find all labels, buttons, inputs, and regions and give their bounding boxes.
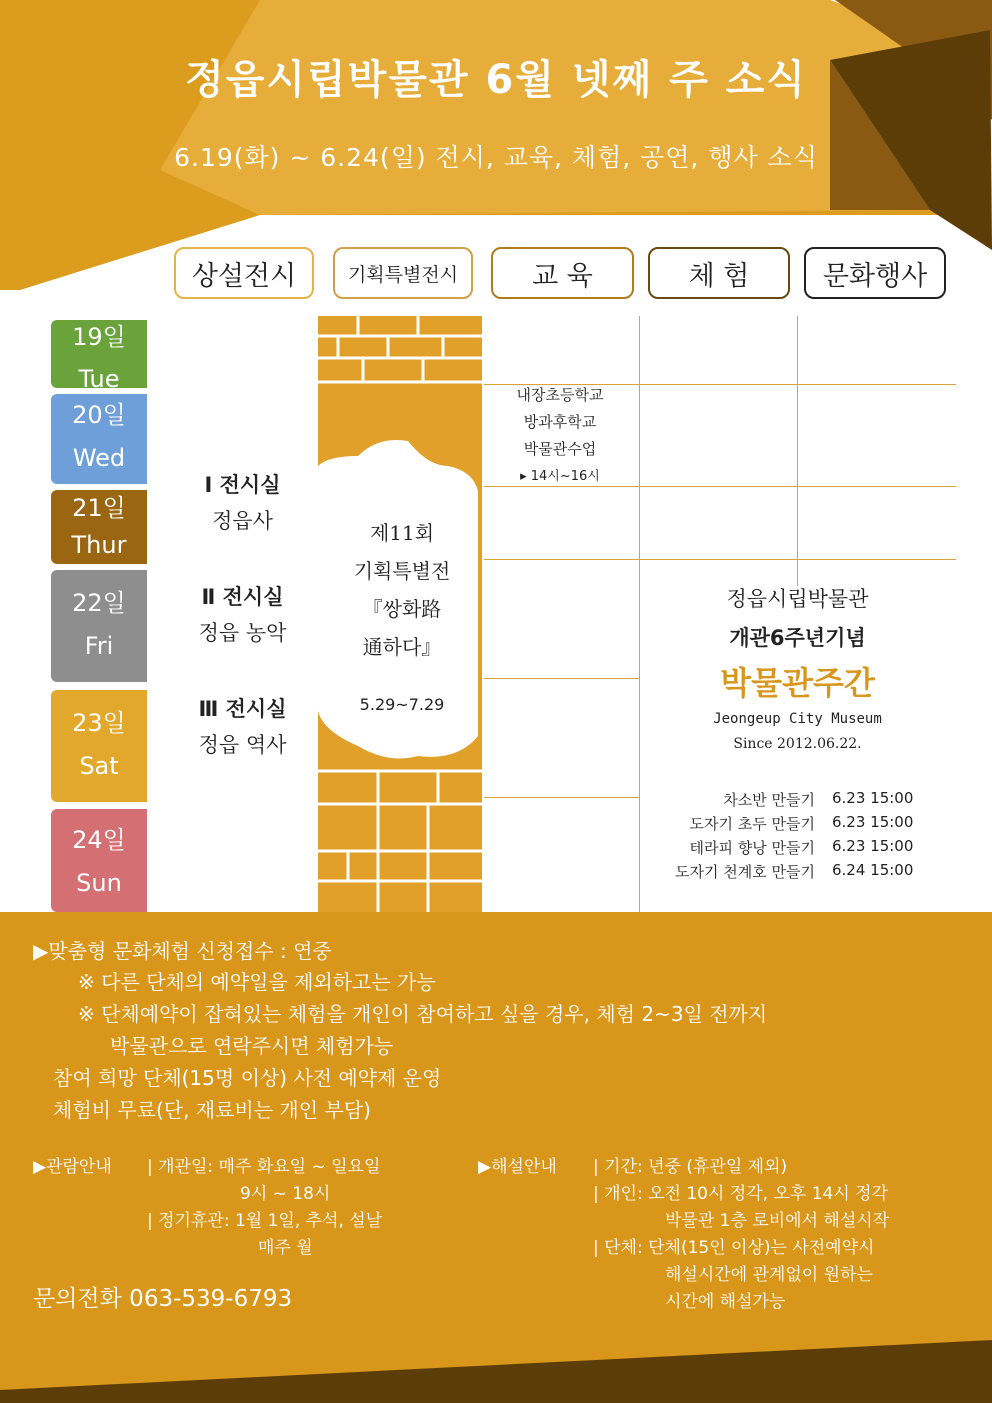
day-date: 23일: [72, 709, 126, 737]
visit-label: ▶관람안내: [33, 1157, 112, 1177]
program-time: 6.24 15:00: [832, 861, 914, 879]
day-weekday: Sat: [79, 752, 119, 780]
day-weekday: Tue: [78, 365, 120, 393]
special-exhibit-title: [322, 514, 482, 666]
guide-individual: | 개인: 오전 10시 정각, 오후 14시 정각: [593, 1184, 889, 1204]
grid-line: [484, 797, 639, 798]
grid-line: [484, 678, 639, 679]
room-desc: 정읍 농악: [198, 621, 287, 645]
program-time: 6.23 15:00: [832, 837, 914, 855]
day-weekday: Wed: [72, 444, 126, 472]
room-name: Ⅰ 전시실: [204, 473, 281, 497]
page-title: 정읍시립박물관 6월 넷째 주 소식: [185, 57, 807, 103]
special-exhibit-line: 『쌍화路: [362, 597, 442, 621]
day-date: 24일: [72, 826, 126, 854]
day-weekday: Fri: [84, 632, 114, 660]
guide-group-detail: 시간에 해설가능: [665, 1292, 786, 1312]
room-desc: 정읍 역사: [198, 733, 287, 757]
notice-line: 박물관으로 연락주시면 체험가능: [110, 1034, 394, 1058]
room-desc: 정읍사: [212, 509, 273, 533]
event-since: Since 2012.06.22.: [733, 736, 862, 752]
tab-cultural-event: [804, 247, 946, 299]
education-line: 방과후학교: [523, 413, 597, 431]
grid-line: [639, 316, 640, 914]
room-2: [170, 579, 315, 651]
open-hours: 9시 ~ 18시: [240, 1184, 331, 1204]
education-line: 내장초등학교: [516, 386, 604, 404]
day-sun: [51, 809, 147, 912]
notice-line: 체험비 무료(단, 재료비는 개인 부담): [53, 1098, 371, 1122]
tab-label: 교 육: [532, 260, 593, 292]
tab-special-exhibit: [333, 247, 473, 299]
program-time: 6.23 15:00: [832, 789, 914, 807]
notice-line: ▶맞춤형 문화체험 신청접수 : 연중: [33, 939, 332, 963]
room-3: [170, 691, 315, 763]
open-days: | 개관일: 매주 화요일 ~ 일요일: [147, 1157, 381, 1177]
guide-group: | 단체: 단체(15인 이상)는 사전예약시: [593, 1238, 875, 1258]
guide-group-detail: 해설시간에 관계없이 원하는: [665, 1265, 873, 1285]
program-name: 도자기 천계호 만들기: [675, 863, 815, 881]
program-name: 도자기 초두 만들기: [689, 815, 815, 833]
footer-band: [0, 1310, 992, 1403]
education-line: ▸ 14시~16시: [520, 469, 600, 484]
event-english: Jeongeup City Museum: [713, 711, 882, 727]
closed-days: | 정기휴관: 1월 1일, 추석, 설날: [147, 1211, 383, 1231]
program-time: 6.23 15:00: [832, 813, 914, 831]
tab-education: [491, 247, 634, 299]
education-line: 박물관수업: [523, 440, 597, 458]
day-date: 21일: [72, 494, 126, 522]
day-weekday: Thur: [71, 531, 127, 559]
tab-label: 문화행사: [822, 260, 928, 292]
page-subtitle: 6.19(화) ~ 6.24(일) 전시, 교육, 체험, 공연, 행사 소식: [174, 143, 818, 172]
event-anniversary: 개관6주년기념: [729, 626, 866, 650]
room-name: Ⅱ 전시실: [201, 585, 284, 609]
room-1: [170, 467, 315, 539]
special-exhibit-line: 通하다』: [362, 635, 442, 659]
program-name: 테라피 향낭 만들기: [689, 839, 815, 857]
grid-line: [484, 559, 956, 560]
notice-line: 참여 희망 단체(15명 이상) 사전 예약제 운영: [53, 1066, 442, 1090]
guide-label: ▶해설안내: [478, 1157, 557, 1177]
day-thur: [51, 490, 147, 564]
tab-experience: [648, 247, 790, 299]
day-date: 20일: [72, 401, 126, 429]
special-exhibit-line: 제11회: [369, 521, 435, 545]
closed-weekly: 매주 월: [258, 1238, 313, 1258]
day-fri: [51, 570, 147, 682]
special-exhibit-period: 5.29~7.29: [359, 695, 445, 714]
day-date: 19일: [72, 323, 126, 351]
day-wed: [51, 394, 147, 484]
grid-line: [797, 316, 798, 586]
tab-permanent-exhibit: [174, 247, 314, 299]
guide-period: | 기간: 년중 (휴관일 제외): [593, 1157, 788, 1177]
program-name: 차소반 만들기: [723, 791, 815, 809]
tab-label: 상설전시: [191, 260, 297, 292]
event-name: 박물관주간: [720, 664, 875, 702]
day-weekday: Sun: [76, 869, 122, 897]
education-info: [484, 382, 636, 490]
day-tue: [51, 320, 147, 393]
contact-phone: 문의전화 063-539-6793: [33, 1286, 293, 1312]
tab-label: 기획특별전시: [347, 263, 459, 286]
day-date: 22일: [72, 589, 126, 617]
tab-label: 체 험: [688, 260, 750, 292]
notice-line: ※ 다른 단체의 예약일을 제외하고는 가능: [78, 970, 436, 994]
special-exhibit-line: 기획특별전: [353, 559, 451, 583]
room-name: Ⅲ 전시실: [198, 697, 287, 721]
event-org: 정읍시립박물관: [726, 587, 869, 611]
guide-individual-detail: 박물관 1층 로비에서 해설시작: [665, 1211, 890, 1231]
notice-line: ※ 단체예약이 잡혀있는 체험을 개인이 참여하고 싶을 경우, 체험 2~3일 전까지: [78, 1002, 768, 1026]
day-sat: [51, 690, 147, 802]
